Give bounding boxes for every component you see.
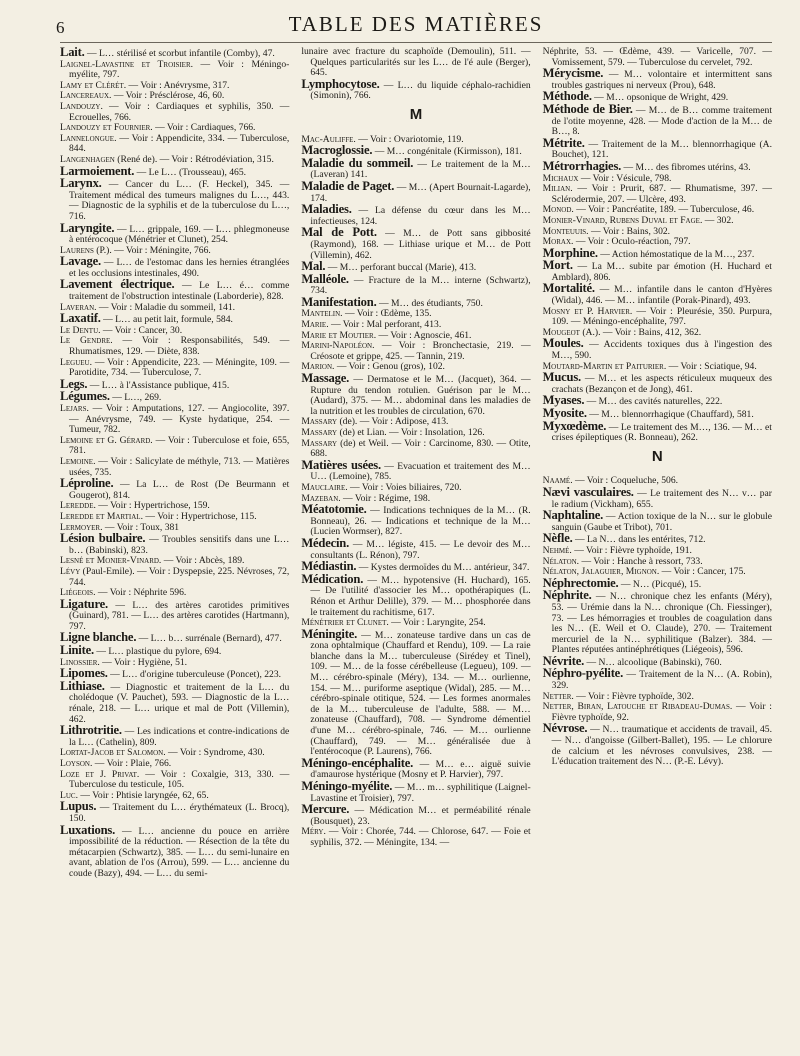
entry-heading: Névrose. bbox=[542, 721, 588, 736]
entry-text: (de) et Lian. — Voir : Insolation, 126. bbox=[337, 427, 485, 438]
entry-heading: Marie et Moutier. bbox=[301, 329, 377, 341]
entry-text: — Voir : Appendicite, 334. — Tuberculose, 844. bbox=[69, 132, 290, 155]
entry-heading: Méthode. bbox=[542, 89, 592, 104]
entry-text: — M… perforant buccal (Marie), 413. bbox=[325, 262, 477, 274]
entry-heading: Ménétrier et Clunet. bbox=[301, 617, 389, 629]
entry-text: — Voir : Voies biliaires, 720. bbox=[347, 481, 462, 493]
entry-heading: Ligne blanche. bbox=[60, 630, 137, 645]
entry-text: — Voir : Cancer, 175. bbox=[659, 566, 746, 578]
entry-heading: Legueu. bbox=[60, 356, 92, 368]
entry-heading: Médication. bbox=[301, 571, 364, 586]
entry-heading: Lévy bbox=[60, 565, 81, 577]
entry-text: — Voir : Pancréatite, 189. — Tuberculose, 46. bbox=[573, 204, 755, 216]
entry-heading: Méry. bbox=[301, 826, 326, 838]
index-entry bbox=[60, 801, 289, 824]
entry-text: — Voir : Hygiène, 51. bbox=[99, 656, 188, 668]
entry-text: — M… et les aspects réticuleux muqueux des crachats (Bezançon et de Jong), 461. bbox=[551, 373, 772, 395]
index-entry bbox=[60, 404, 289, 436]
entry-text: — L…, 269. bbox=[109, 392, 162, 404]
entry-text: — Voir : Salicylate de méthyle, 713. — Matières usées, 735. bbox=[69, 455, 290, 478]
entry-text: — Voir : Responsabilités, 549. — Rhumatismes, 129. — Diète, 838. bbox=[69, 335, 290, 358]
entry-heading: Linite. bbox=[60, 643, 94, 658]
index-entry bbox=[301, 827, 530, 848]
index-entry bbox=[301, 439, 530, 460]
entry-text: — Indications techniques de la M… (R. Bonneau), 26. — Indications et technique de la M… (Lucien Wormser), 827. bbox=[310, 505, 531, 538]
index-entry bbox=[301, 271, 531, 297]
entry-heading: Lancereaux. bbox=[60, 90, 112, 102]
entry-heading: Langenhagen bbox=[60, 153, 115, 165]
entry-text: — L… stérilisé et scorbut infantile (Comby), 47. bbox=[84, 48, 275, 59]
entry-text: — Action hémostatique de la M…, 237. bbox=[597, 248, 755, 260]
entry-heading: Massary bbox=[301, 427, 338, 438]
entry-text: — La N… dans les entérites, 712. bbox=[572, 534, 706, 546]
entry-heading: Matières usées. bbox=[301, 457, 381, 472]
entry-text: lunaire avec fracture du scaphoïde (Demoulin), 511. — Quelques particularités sur les L… de l'é aule (Berger), 645. bbox=[301, 46, 531, 79]
entry-heading: Lésion bulbaire. bbox=[60, 531, 146, 546]
entry-text: Néphrite, 53. — Œdème, 439. — Varicelle, 707. — Vomissement, 579. — Tuberculose du cervelet, 792. bbox=[542, 46, 772, 68]
entry-text: — Voir : Ovariotomie, 119. bbox=[355, 133, 464, 145]
entry-text: — Voir : Coqueluche, 506. bbox=[572, 475, 679, 487]
entry-text: — Voir : Fièvre typhoïde, 191. bbox=[571, 544, 692, 556]
entry-heading: Nèfle. bbox=[542, 531, 573, 546]
entry-text: — Les indications et contre-indications de la L… (Cathelin), 809. bbox=[69, 726, 290, 748]
entry-text: — N… chronique chez les enfants (Méry), 53. — Urémie dans la N… chronique (Ch. Fiessinger), 73. — Les hémorragies et troubles de coagulation dans les N… (E. Weil et O. Claude), 270. — Traitement mercuriel de la N… syphilitique (Balzer). 384. — Plantes réputées antinéphrétiques (Liégeois), 596. bbox=[551, 591, 772, 656]
entry-text: — M… volontaire et intermittent sans troubles gastriques ni nerveux (Prou), 648. bbox=[551, 69, 772, 91]
entry-heading: Lannelongue. bbox=[60, 132, 117, 144]
index-entry bbox=[60, 256, 289, 279]
index-entry bbox=[301, 626, 531, 758]
entry-heading: Médecin. bbox=[301, 535, 350, 550]
page-header bbox=[56, 12, 772, 43]
entry-text: — L… d'origine tuberculeuse (Poncet), 223. bbox=[107, 669, 282, 681]
entry-heading: Mucus. bbox=[542, 370, 581, 385]
entry-heading: Loyson. bbox=[60, 758, 93, 769]
entry-text: — Le traitement de la M… (Laveran) 141. bbox=[310, 158, 531, 181]
entry-text: — Voir : Régime, 198. bbox=[340, 492, 431, 504]
entry-heading: Mougeot bbox=[542, 326, 580, 338]
entry-heading: Larynx. bbox=[60, 176, 102, 191]
entry-heading: Moutard-Martin et Paiturier. bbox=[542, 360, 667, 372]
entry-heading: Landouzy et Fournier. bbox=[60, 122, 153, 134]
entry-text: — Voir : Présclérose, 46, 60. bbox=[111, 90, 225, 102]
index-entry bbox=[301, 571, 531, 618]
entry-heading: Marie. bbox=[301, 319, 329, 331]
index-entry bbox=[301, 155, 531, 181]
entry-text: — Voir : Hypertrichose, 115. bbox=[143, 510, 257, 522]
entry-heading: Liégeois. bbox=[60, 587, 96, 599]
entry-heading: Lejars. bbox=[60, 403, 89, 414]
entry-heading: Méningo-encéphalite. bbox=[301, 755, 414, 770]
entry-heading: Légumes. bbox=[60, 389, 110, 404]
entry-heading: Monier-Vinard, Rubens Duval et Fage. bbox=[542, 214, 703, 226]
entry-text: — M… infantile dans le canton d'Hyères (Widal), 446. — M… infantile (Porak-Pinard), 493. bbox=[551, 284, 772, 307]
entry-heading: Luxations. bbox=[60, 822, 116, 837]
entry-heading: Laxatif. bbox=[60, 311, 101, 326]
index-entry bbox=[543, 68, 772, 91]
entry-text: — Action toxique de la N… sur le globule sanguin (Gaube et Tribot), 701. bbox=[551, 511, 772, 533]
entry-heading: Mantelin. bbox=[301, 308, 343, 320]
entry-heading: Mac-Auliffe. bbox=[301, 133, 356, 145]
entry-heading: Lait. bbox=[60, 45, 85, 59]
entry-text: — M… de B… comme traitement de l'otite moyenne, 428. — Mode d'action de la M… de B…, 8. bbox=[551, 104, 772, 138]
entry-text: — M… des cavités naturelles, 222. bbox=[584, 396, 723, 408]
entry-text: — La M… subite par émotion (H. Huchard et Amblard), 806. bbox=[551, 261, 772, 283]
section-letter: N bbox=[651, 447, 663, 465]
entry-heading: Lipomes. bbox=[60, 666, 108, 681]
index-column-2 bbox=[301, 47, 530, 880]
entry-text: — Voir : Amputations, 127. — Angiocolite, 397. — Anévrysme, 749. — Kyste hydatique, 254. — Tumeur, 782. bbox=[69, 403, 290, 436]
entry-heading: Néphrite. bbox=[542, 588, 592, 603]
entry-text: — Voir : Coxalgie, 313, 330. — Tuberculose du testicule, 105. bbox=[69, 768, 290, 791]
entry-heading: Méningite. bbox=[301, 626, 358, 641]
entry-text: — Médication M… et perméabilité rénale (Bousquet), 23. bbox=[310, 805, 531, 827]
index-entry bbox=[543, 260, 772, 283]
entry-text: — L… grippale, 169. — L… phlegmoneuse à entérocoque (Ménétrier et Clunet), 254. bbox=[69, 223, 290, 246]
entry-heading: Mercure. bbox=[301, 802, 350, 817]
entry-heading: Métrorrhagies. bbox=[542, 158, 622, 173]
entry-text: — Voir : Plaie, 766. bbox=[92, 758, 172, 769]
entry-text: — Voir : Syndrome, 430. bbox=[165, 747, 265, 759]
section-letter: M bbox=[409, 105, 423, 123]
index-entry bbox=[301, 76, 531, 102]
entry-text: — Voir : Oculo-réaction, 797. bbox=[573, 236, 691, 248]
entry-text: — Dermatose et le M… (Jacquet), 364. — Rupture du tendon rotulien. Guérison par le M… (Audard), 375. — M… abdominal dans les maladies de la nutrition et les troubles de circulation, 670. bbox=[310, 374, 531, 417]
entry-text: — L… à l'Assistance publique, 415. bbox=[87, 379, 230, 391]
index-entry bbox=[543, 47, 772, 68]
entry-heading: Ligature. bbox=[60, 596, 108, 611]
index-entry bbox=[60, 725, 289, 748]
entry-text: — Voir : Mal perforant, 413. bbox=[328, 319, 442, 331]
entry-text: — Voir : Vésicule, 798. bbox=[578, 172, 672, 184]
index-entry bbox=[301, 204, 530, 227]
index-entry bbox=[60, 678, 290, 725]
entry-heading: Lortat-Jacob et Salomon. bbox=[60, 747, 166, 759]
entry-heading: Myosite. bbox=[542, 406, 587, 420]
entry-heading: Massary bbox=[301, 437, 338, 449]
entry-heading: Lemoine. bbox=[60, 455, 96, 467]
index-entry bbox=[543, 283, 772, 306]
entry-heading: Legs. bbox=[60, 376, 88, 391]
index-entry bbox=[543, 668, 772, 691]
entry-heading: Naamé. bbox=[542, 475, 573, 487]
entry-heading: Léproline. bbox=[60, 476, 114, 491]
index-entry bbox=[60, 533, 289, 556]
entry-heading: Néphrectomie. bbox=[542, 575, 619, 590]
index-entry bbox=[301, 804, 530, 827]
index-entry bbox=[301, 178, 531, 204]
index-entry bbox=[301, 457, 531, 483]
entry-heading: Macroglossie. bbox=[301, 143, 373, 158]
entry-heading: Morphine. bbox=[542, 245, 598, 260]
index-entry bbox=[60, 336, 289, 357]
entry-heading: Laignel-Lavastine et Troisier. bbox=[60, 58, 194, 70]
index-entry bbox=[542, 484, 772, 510]
entry-text: — Traitement de la M… blennorrhagique (A. Bouchet), 121. bbox=[551, 138, 772, 161]
entry-heading: Landouzy. bbox=[60, 100, 103, 112]
entry-heading: Mal. bbox=[301, 259, 326, 274]
entry-text: — Le traitement des N… v… par le radium (Vickham), 655. bbox=[551, 487, 772, 510]
entry-heading: Netter, Biran, Latouche et Ribadeau-Dumas. bbox=[542, 701, 733, 713]
entry-heading: Marion. bbox=[301, 361, 335, 373]
index-entry bbox=[301, 341, 530, 362]
index-column-3 bbox=[543, 47, 772, 880]
index-entry bbox=[543, 702, 772, 723]
index-entry bbox=[60, 770, 289, 791]
index-entry bbox=[60, 567, 289, 588]
entry-heading: Mérycisme. bbox=[542, 66, 604, 81]
index-entry bbox=[60, 220, 290, 246]
entry-text: — Voir : Fièvre typhoïde, 302. bbox=[573, 690, 694, 702]
entry-text: — Le traitement des M…, 136. — M… et crises épileptiques (R. Bonneau), 262. bbox=[551, 421, 772, 444]
entry-heading: Malléole. bbox=[301, 271, 349, 286]
index-entry bbox=[543, 723, 772, 767]
entry-text: — Voir : Phtisie laryngée, 62, 65. bbox=[77, 789, 209, 801]
entry-heading: Loze et J. Privat. bbox=[60, 768, 140, 780]
entry-heading: Médiastin. bbox=[301, 559, 357, 574]
entry-text: — M… m… syphilitique (Laignel-Lavastine et Troisier), 797. bbox=[310, 782, 531, 804]
entry-text: (A.). — Voir : Bains, 412, 362. bbox=[579, 326, 702, 338]
index-columns bbox=[60, 47, 772, 880]
entry-text: — Traitement de la N… (A. Robin), 329. bbox=[551, 669, 772, 692]
index-entry bbox=[60, 178, 289, 222]
entry-text: — M… e… aiguë suivie d'amaurose hystérique (Mosny et P. Harvier), 797. bbox=[310, 758, 531, 781]
entry-text: — L… de l'estomac dans les hernies étranglées et les occlusions intestinales, 490. bbox=[69, 257, 290, 279]
index-entry bbox=[542, 101, 772, 138]
entry-text: — 302. bbox=[702, 214, 734, 226]
entry-text: — M… opsonique de Wright, 429. bbox=[591, 92, 729, 104]
entry-heading: Laurens bbox=[60, 244, 94, 256]
entry-text: — Voir : Genou (gros), 102. bbox=[334, 361, 445, 373]
entry-text: — N… traumatique et accidents de travail, 45. — N… d'angoisse (Gilbert-Ballet), 195. — Le chlorure de calcium et les névroses convulsives, 238. — L'éducation traitement des N… (P.-E. Lévy). bbox=[551, 724, 772, 768]
entry-heading: Naphtaline. bbox=[542, 508, 604, 523]
entry-text: — Fracture de la M… interne (Schwartz), 734. bbox=[310, 274, 531, 297]
entry-heading: Le Dentu. bbox=[60, 324, 101, 336]
entry-text: — Voir : Cardiaques et syphilis, 350. — Ecrouelles, 766. bbox=[69, 100, 290, 123]
entry-text: — Voir : Hanche à ressort, 733. bbox=[579, 555, 703, 567]
entry-heading: Lamy et Clérét. bbox=[60, 79, 127, 91]
entry-heading: Luc. bbox=[60, 789, 78, 801]
entry-text: — Voir : Abcès, 189. bbox=[161, 555, 245, 567]
entry-heading: Lithiase. bbox=[60, 678, 105, 693]
entry-heading: Laveran. bbox=[60, 301, 97, 313]
index-entry bbox=[543, 307, 772, 328]
entry-heading: Nehmé. bbox=[542, 544, 572, 556]
entry-heading: Monteuuis. bbox=[542, 225, 589, 237]
entry-heading: Massage. bbox=[301, 371, 350, 386]
entry-text: — Voir : Maladie du sommeil, 141. bbox=[96, 301, 236, 313]
entry-text: (Paul-Emile). — Voir : Dyspepsie, 225. Névroses, 72, 744. bbox=[69, 565, 290, 588]
entry-text: — Accidents toxiques dus à l'ingestion des M…, 590. bbox=[551, 339, 772, 362]
entry-text: (de). — Voir : Adipose, 413. bbox=[337, 416, 449, 428]
entry-heading: Névrite. bbox=[542, 653, 585, 668]
entry-heading: Mazeban. bbox=[301, 492, 341, 504]
entry-text: — Voir : Fièvre typhoïde, 92. bbox=[551, 701, 772, 723]
index-entry bbox=[301, 535, 531, 561]
entry-heading: Larmoiement. bbox=[60, 163, 135, 178]
entry-heading: Massary bbox=[301, 416, 338, 428]
entry-text: — Voir : Agnoscie, 461. bbox=[376, 329, 472, 341]
entry-heading: Lupus. bbox=[60, 799, 97, 814]
page-title: TABLE DES MATIÈRES bbox=[288, 12, 544, 36]
entry-text: — L… ancienne du pouce en arrière impossibilité de la réduction. — Résection de la tête du métacarpien (Schwartz), 385. — L… du semi-lunaire en avant, ablation de l'os (Arrou), 599. — L… ancienne du coude (Bazy), 494. — L… du semi- bbox=[69, 825, 290, 879]
entry-heading: Mosny et P. Harvier. bbox=[542, 305, 633, 317]
index-entry bbox=[60, 596, 290, 633]
index-entry bbox=[542, 135, 772, 161]
index-entry bbox=[543, 510, 772, 533]
entry-heading: Nélaton. bbox=[542, 555, 580, 567]
entry-text: — N… alcoolique (Babinski), 760. bbox=[584, 656, 722, 668]
entry-text: — N… (Picqué), 15. bbox=[618, 578, 702, 590]
entry-heading: Méatotomie. bbox=[301, 502, 367, 517]
entry-heading: Maladie de Paget. bbox=[301, 178, 395, 193]
entry-heading: Nélaton, Jalaguier, Mignon. bbox=[542, 566, 660, 578]
entry-heading: Méningo-myélite. bbox=[301, 779, 393, 793]
entry-text: — Evacuation et traitement des M… U… (Lemoine), 785. bbox=[310, 460, 531, 483]
entry-text: — L… des artères carotides primitives (Guinard), 781. — L… des artères carotides (Hartmann), 797. bbox=[69, 599, 290, 632]
index-entry bbox=[301, 781, 530, 804]
entry-heading: Moules. bbox=[542, 336, 584, 351]
index-entry bbox=[60, 358, 289, 379]
entry-text: — M… (Apert Bournait-Lagarde), 174. bbox=[310, 181, 531, 204]
entry-heading: Lithrotritie. bbox=[60, 723, 122, 738]
entry-text: — Troubles sensitifs dans une L… b… (Babinski), 823. bbox=[69, 534, 290, 556]
entry-heading: Mortalité. bbox=[542, 281, 595, 296]
index-entry bbox=[543, 372, 772, 395]
entry-heading: Néphro-pyélite. bbox=[542, 666, 624, 681]
entry-heading: Maladie du sommeil. bbox=[301, 155, 414, 170]
index-entry bbox=[542, 418, 772, 444]
entry-heading: Lemoine et G. Gérard. bbox=[60, 434, 153, 446]
entry-text: (P.). — Voir : Méningite, 766. bbox=[93, 244, 211, 256]
entry-heading: Mort. bbox=[542, 258, 573, 273]
entry-text: — M… des fibromes utérins, 43. bbox=[621, 161, 751, 173]
entry-heading: Netter. bbox=[542, 690, 574, 702]
entry-heading: Laryngite. bbox=[60, 220, 115, 235]
index-entry bbox=[60, 134, 289, 155]
entry-text: — Voir : Appendicite, 223. — Méningite, 109. — Parotidite, 734. — Tuberculose, 7. bbox=[69, 356, 290, 379]
entry-heading: Lavage. bbox=[60, 254, 101, 269]
entry-heading: Maladies. bbox=[301, 202, 352, 217]
entry-text: — Voir : Hypertrichose, 159. bbox=[95, 500, 210, 512]
entry-text: — L… b… surrénale (Bernard), 477. bbox=[136, 633, 282, 645]
entry-heading: Métrite. bbox=[542, 135, 585, 150]
entry-heading: Nævi vasculaires. bbox=[542, 484, 634, 499]
index-entry bbox=[60, 822, 290, 880]
index-entry bbox=[543, 184, 772, 205]
index-entry bbox=[60, 478, 289, 501]
entry-text: — Voir : Pleurésie, 350. Purpura, 109. — Méningo-encéphalite, 797. bbox=[551, 305, 772, 328]
entry-text: — Voir : Chorée, 744. — Chlorose, 647. — Foie et syphilis, 372. — Méningite, 134. — bbox=[310, 826, 531, 848]
entry-heading: Lavement électrique. bbox=[60, 277, 175, 292]
index-entry bbox=[301, 373, 530, 417]
entry-heading: Mauclaire. bbox=[301, 481, 348, 493]
entry-heading: Leredde et Martial. bbox=[60, 510, 143, 522]
entry-heading: Michaux bbox=[542, 172, 579, 184]
entry-text: — Voir : Bronchectasie, 219. — Créosote et grippe, 425. — Tannin, 219. bbox=[310, 340, 531, 362]
entry-heading: Lermoyer. bbox=[60, 521, 103, 533]
index-entry bbox=[60, 436, 289, 457]
index-entry bbox=[60, 632, 289, 645]
index-entry bbox=[301, 227, 530, 261]
entry-heading: Myases. bbox=[542, 393, 585, 408]
entry-heading: Lesné et Monier-Vinard. bbox=[60, 555, 162, 567]
entry-text: — L… du liquide céphalo-rachidien (Simonin), 766. bbox=[310, 79, 531, 102]
entry-heading: Myxœdème. bbox=[542, 418, 607, 433]
entry-text: — Voir : Prurit, 687. — Rhumatisme, 397. — Sclérodermie, 207. — Ulcère, 493. bbox=[551, 183, 772, 205]
entry-text: — M… zonateuse tardive dans un cas de zona ophtalmique (Chauffard et Rendu), 109. — La raie blanche dans la M… tuberculeuse (Sirédey et Tinel), 109. — M… de la fosse cérébelleuse (Legueu), 109. — M… cérébro-spinale (Méry), 134. — M… ourlienne, 154. — M… puriforme aseptique (Widal), 285. — M… cérébro-spinale otitique, 524. — Les formes anormales de la M… tuberculeuse de l'adulte, 588. — M… zonateuse (Chauffard), 708. — Syndrome démentiel d'une M… cérébro-spinale, 746. — M… ourlienne (Chauffard), 749. — M… généralisée due à l'entérocoque (P. Laurens), 766. bbox=[310, 629, 531, 758]
entry-text: — Traitement du L… érythémateux (L. Brocq), 150. bbox=[69, 802, 290, 824]
entry-heading: Linossier. bbox=[60, 656, 100, 668]
entry-heading: Marini-Napoléon. bbox=[301, 340, 375, 352]
entry-text: — Voir : Œdème, 135. bbox=[342, 308, 432, 320]
entry-text: (de) et Weil. — Voir : Carcinome, 830. — Otite, 688. bbox=[310, 437, 531, 460]
entry-text: — M… légiste, 415. — Le devoir des M… consultants (L. Rénon), 797. bbox=[310, 538, 531, 561]
entry-heading: Manifestation. bbox=[301, 294, 377, 309]
entry-heading: Leredde. bbox=[60, 500, 96, 512]
page-number: 6 bbox=[56, 18, 65, 37]
entry-text: — La L… de Rost (De Beurmann et Gougerot), 814. bbox=[69, 479, 290, 501]
entry-text: — M… blennorrhagique (Chauffard), 581. bbox=[586, 409, 754, 420]
entry-text: — Voir : Cancer, 30. bbox=[100, 324, 183, 336]
entry-text: — Voir : Cardiaques, 766. bbox=[152, 122, 256, 134]
entry-text: — Cancer du L… (F. Heckel), 345. — Traitement médical des tumeurs malignes du L…, 443. — Diagnostic de la syphilis et de la tuberculose du L…, 716. bbox=[69, 179, 290, 222]
entry-text: — Kystes dermoïdes du M… antérieur, 347. bbox=[356, 562, 530, 574]
entry-text: — Voir : Laryngite, 254. bbox=[388, 617, 486, 629]
index-entry bbox=[301, 755, 531, 781]
index-entry bbox=[543, 338, 772, 361]
entry-text: — M… de Pott sans gibbosité (Raymond), 168. — Lithiase urique et M… de Pott (Villemin), 462. bbox=[310, 228, 531, 261]
entry-heading: Méthode de Bier. bbox=[542, 101, 633, 116]
entry-heading: Lymphocytose. bbox=[301, 76, 380, 91]
entry-heading: Monod. bbox=[542, 204, 574, 216]
index-column-1 bbox=[60, 47, 289, 880]
index-entry bbox=[301, 504, 530, 538]
entry-text: — Voir : Sciatique, 94. bbox=[666, 360, 757, 372]
entry-text: — Voir : Anévrysme, 317. bbox=[126, 79, 230, 91]
entry-text: — M… hypotensive (H. Huchard), 165. — De l'utilité d'associer les M… opothérapiques (L. Rénon et Arthur Delille), 379. — M… phosphorée dans le traitement du rachitisme, 617. bbox=[310, 574, 531, 618]
entry-text: — Voir : Bains, 302. bbox=[588, 225, 671, 237]
index-entry bbox=[60, 102, 289, 123]
entry-text: — Voir : Méningo-myélite, 797. bbox=[69, 58, 290, 81]
entry-text: — Voir : Néphrite 596. bbox=[95, 587, 187, 599]
entry-text: — M… congénitale (Kirmisson), 181. bbox=[372, 146, 522, 158]
entry-text: — Le L… é… comme traitement de l'obstruction intestinale (Laborderie), 828. bbox=[69, 280, 290, 303]
entry-text: — M… des étudiants, 750. bbox=[376, 297, 483, 309]
index-entry bbox=[60, 60, 289, 81]
entry-text: — Diagnostic et traitement de la L… du cholédoque (V. Pauchet), 593. — Diagnostic de la L… rénale, 218. — L… urique et mal de Pott (Villemin), 462. bbox=[69, 681, 290, 725]
entry-text: — Voir : Tuberculose et foie, 655, 781. bbox=[69, 434, 290, 457]
entry-text: — L… au petit lait, formule, 584. bbox=[100, 314, 233, 326]
entry-text: — La défense du cœur dans les M… infectieuses, 124. bbox=[310, 205, 531, 227]
index-entry bbox=[542, 245, 772, 261]
entry-text: — L… plastique du pylore, 694. bbox=[93, 646, 222, 658]
index-entry bbox=[301, 47, 530, 79]
entry-text: — Voir : Toux, 381 bbox=[102, 521, 180, 533]
entry-heading: Mal de Pott. bbox=[301, 225, 377, 240]
entry-heading: Morax. bbox=[542, 236, 574, 248]
index-entry bbox=[60, 279, 289, 302]
index-entry bbox=[60, 457, 289, 478]
entry-text: — Le L… (Trousseau), 465. bbox=[134, 166, 247, 178]
entry-heading: Milian. bbox=[542, 183, 573, 195]
entry-text: (René de). — Voir : Rétrodéviation, 315. bbox=[114, 153, 274, 165]
entry-heading: Le Gendre. bbox=[60, 335, 113, 347]
index-entry bbox=[543, 590, 772, 656]
